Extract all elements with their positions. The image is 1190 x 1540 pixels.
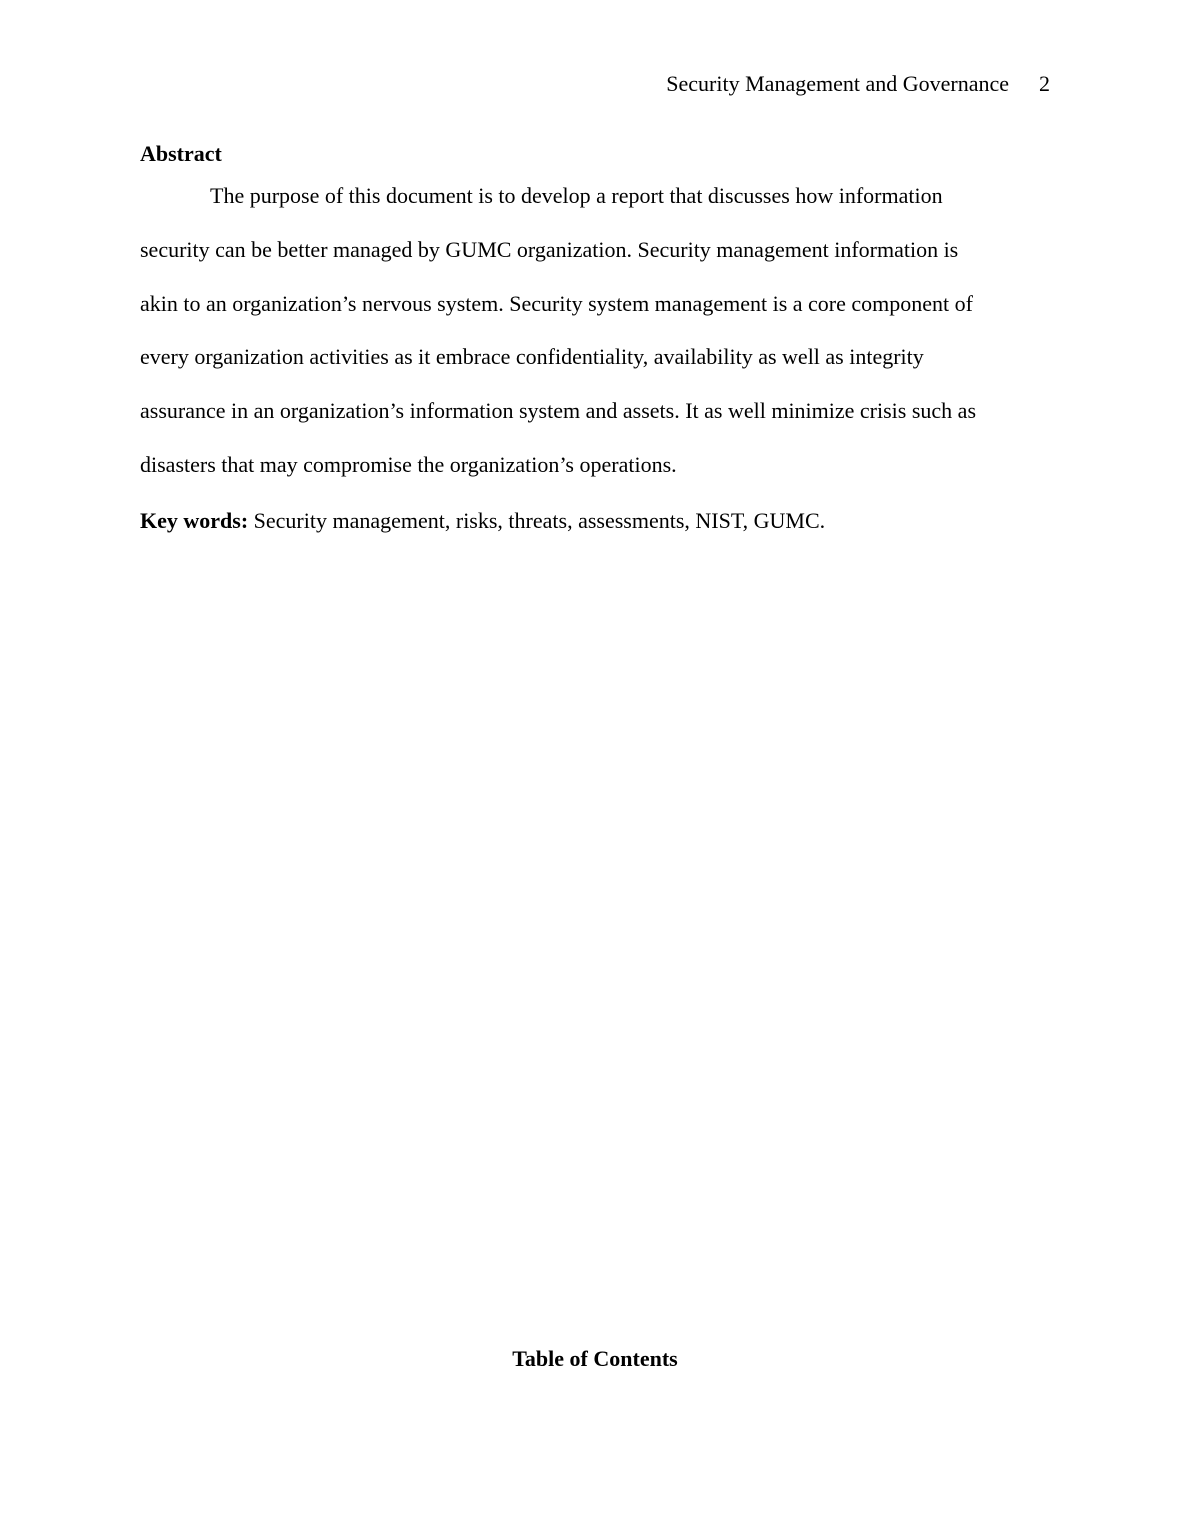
table-of-contents-heading: Table of Contents [512,1346,678,1371]
keywords-line [140,507,825,535]
abstract-line: The purpose of this document is to develop a report that discusses how information [210,183,943,208]
abstract-line: assurance in an organization’s information system and assets. It as well minimize crisis such as [140,398,977,424]
abstract-heading: Abstract [140,141,222,166]
page-number: 2 [1039,71,1050,96]
abstract-line: every organization activities as it embrace confidentiality, availability as well as integrity [140,344,924,370]
running-title: Security Management and Governance [666,71,1009,96]
abstract-line: security can be better managed by GUMC organization. Security management information is [140,236,959,262]
abstract-line: akin to an organization’s nervous system. Security system management is a core component of [140,290,973,316]
keywords-text: Security management, risks, threats, assessments, NIST, GUMC. [248,508,826,533]
abstract-paragraph [140,169,1050,492]
page-header [666,70,1050,98]
abstract-line: disasters that may compromise the organization’s operations. [140,451,677,477]
keywords-label: Key words: [140,508,249,533]
